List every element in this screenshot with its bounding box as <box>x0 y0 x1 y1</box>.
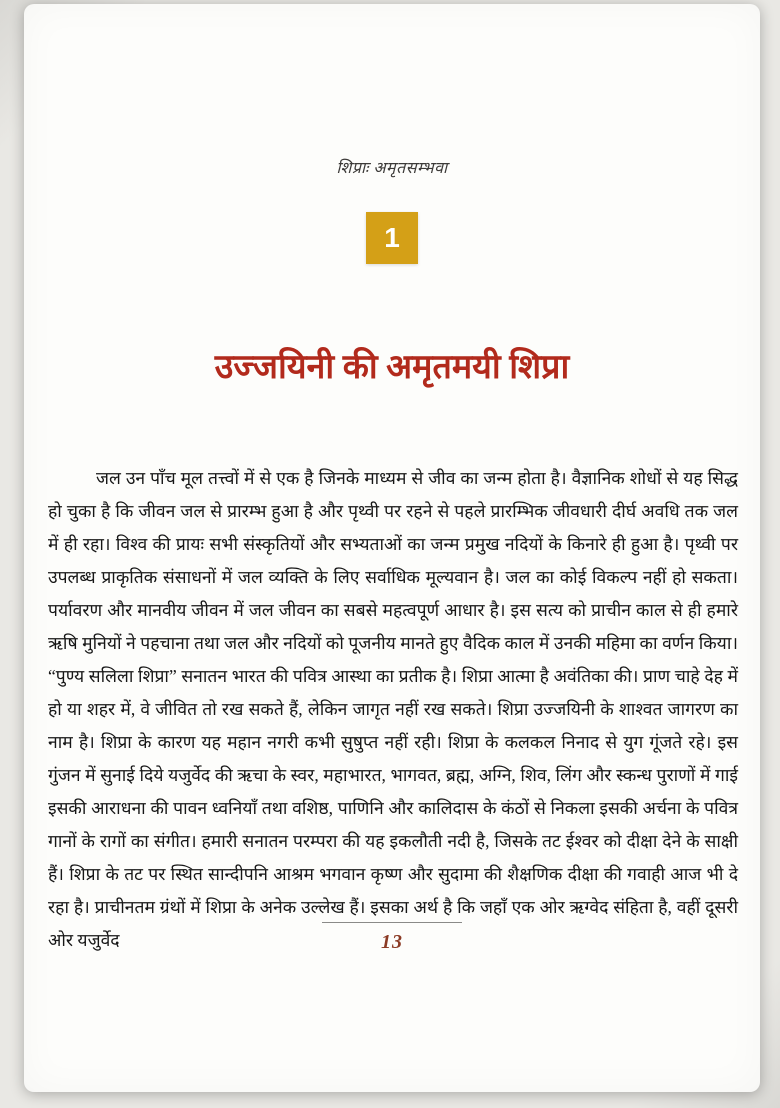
chapter-title: उज्जयिनी की अमृतमयी शिप्रा <box>214 349 570 386</box>
page-surface <box>24 4 760 1092</box>
running-header: शिप्राः अमृतसम्भवा <box>336 160 448 177</box>
chapter-number: 1 <box>384 222 400 253</box>
page-footer <box>24 922 760 954</box>
body-paragraph: जल उन पाँच मूल तत्त्वों में से एक है जिनके माध्यम से जीव का जन्म होता है। वैज्ञानिक शोधों से यह सिद्ध हो चुका है कि जीवन जल से प्रारम्भ हुआ है और पृथ्वी पर रहने से पहले प्रारम्भिक जीवधारी दीर्घ अवधि तक जल में ही रहा। विश्व की प्रायः सभी संस्कृतियों और सभ्यताओं का जन्म प्रमुख नदियों के किनारे ही हुआ है। पृथ्वी पर उपलब्ध प्राकृतिक संसाधनों में जल व्यक्ति के लिए सर्वाधिक मूल्यवान है। जल का कोई विकल्प नहीं हो सकता। पर्यावरण और मानवीय जीवन में जल जीवन का सबसे महत्वपूर्ण आधार है। इस सत्य को प्राचीन काल से ही हमारे ऋषि मुनियों ने पहचाना तथा जल और नदियों को पूजनीय मानते हुए वैदिक काल में उनकी महिमा का वर्णन किया। “पुण्य सलिला शिप्रा” सनातन भारत की पवित्र आस्था का प्रतीक है। शिप्रा आत्मा है अवंतिका की। प्राण चाहे देह में हो या शहर में, वे जीवित तो रख सकते हैं, लेकिन जागृत नहीं रख सकते। शिप्रा उज्जयिनी के शाश्वत जागरण का नाम है। शिप्रा के कारण यह महान नगरी कभी सुषुप्त नहीं रही। शिप्रा के कलकल निनाद से युग गूंजते रहे। इस गुंजन में सुनाई दिये यजुर्वेद की ऋचा के स्वर, महाभारत, भागवत, ब्रह्म, अग्नि, शिव, लिंग और स्कन्ध पुराणों में गाई इसकी आराधना की पावन ध्वनियाँ तथा वशिष्ठ, पाणिनि और कालिदास के कंठों से निकला इसकी अर्चना के पवित्र गानों के रागों का संगीत। हमारी सनातन परम्परा की यह इकलौती नदी है, जिसके तट ईश्वर को दीक्षा देने के साक्षी हैं। शिप्रा के तट पर स्थित सान्दीपनि आश्रम भगवान कृष्ण और सुदामा की शैक्षणिक दीक्षा की गवाही आज भी दे रहा है। प्राचीनतम ग्रंथों में शिप्रा के अनेक उल्लेख हैं। इसका अर्थ है कि जहाँ एक ओर ऋग्वेद संहिता है, वहीं दूसरी ओर यजुर्वेद <box>48 468 738 950</box>
footer-divider <box>322 922 462 923</box>
page-number: 13 <box>381 931 403 953</box>
chapter-number-badge <box>366 212 418 264</box>
